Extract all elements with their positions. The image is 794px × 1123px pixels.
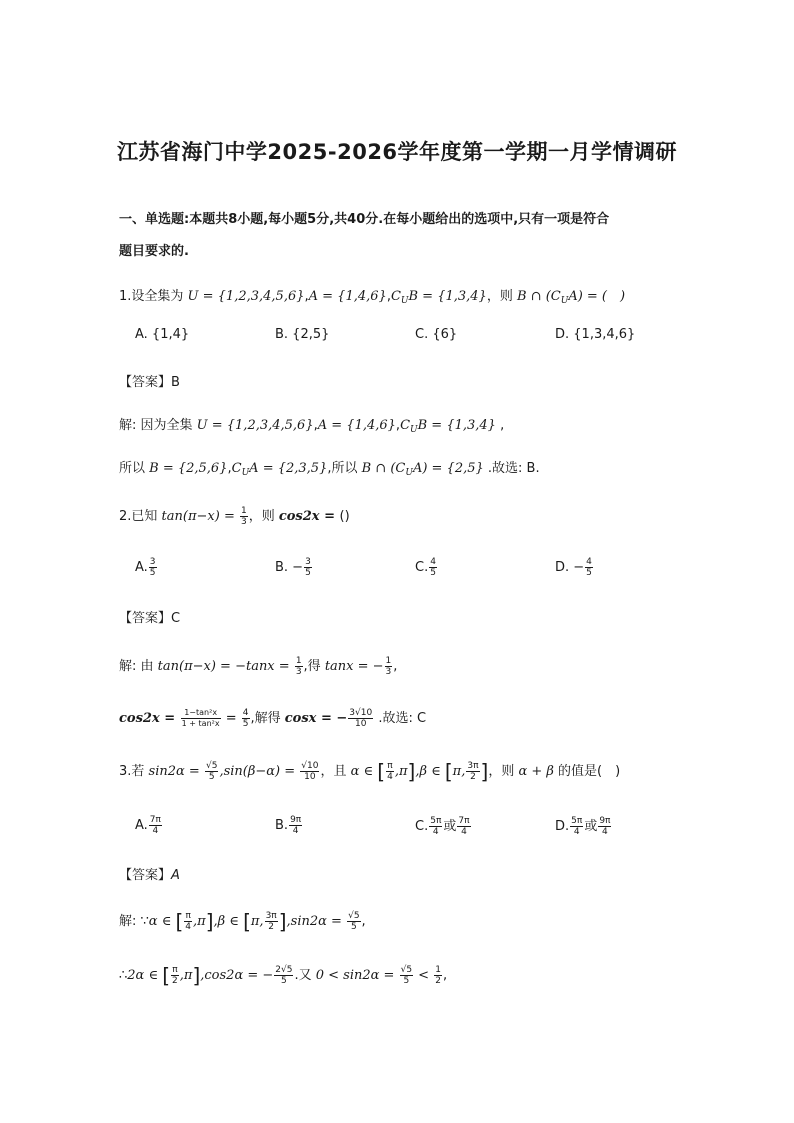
q2-stem-tan: tan(π−x) = <box>161 509 239 524</box>
q3-stem: 3.若 sin2α = $\frac{√5}{5}$ ,sin(β−α) = $\frac{√10}{10}$ ，且 α ∈ [ $\frac{\pi}{4}$ ,π],β ∈ [π, $\frac{3\pi}{2}$ ]，则 α + β 的值是( ) <box>119 759 621 784</box>
q3-stem-sin2a: sin2α = <box>148 764 204 779</box>
q3-option-c: C. $\frac{5\pi}{4}$ 或 $\frac{7\pi}{4}$ <box>415 816 470 837</box>
q3-option-a: A. $\frac{7\pi}{4}$ <box>135 815 161 836</box>
q1-answer <box>119 371 180 390</box>
q3-answer <box>119 864 180 883</box>
q2-sol2-eq: = <box>221 711 241 726</box>
q1-ask-tail: A) = ( ) <box>568 289 626 304</box>
q1-option-b: B. {2,5} <box>275 327 330 342</box>
q3-solution-line2: ∴2α ∈ [ $\frac{\pi}{2}$ ,π],cos2α = − $\frac{2√5}{5}$ .又 0 < sin2α = $\frac{√5}{5}$ < $\frac{1}{2}$ , <box>119 963 448 988</box>
q1-sol2-res: A) = {2,5} <box>412 461 484 476</box>
q1-option-c: C. {6} <box>415 327 458 342</box>
q1-option-d: D. {1,3,4,6} <box>555 327 636 342</box>
q2-answer-value: C <box>171 611 181 626</box>
q3-sol1-prefix: 解: ∵ <box>119 914 149 929</box>
q3-stem-a-in: α ∈ <box>350 764 378 779</box>
q3-stem-mid: ，且 <box>320 764 351 779</box>
q3-sol2-cos: ,cos2α = − <box>200 968 274 983</box>
q2-option-d: D. − $\frac{4}{5}$ <box>555 557 592 578</box>
q2-stem-end: () <box>339 509 350 524</box>
q1-stem: 1.设全集为 $U = \{1,2,3,4,5,6\},A = \{1,4,6\},C_UB = \{1,3,4\}$，则 B ∩ $(C_UA)$ = ( ) <box>119 289 626 306</box>
q2-option-c: C. $\frac{4}{5}$ <box>415 557 436 578</box>
q2-sol1-tan: tanx = − <box>324 659 384 674</box>
q3-sol2-mid: .又 <box>294 968 316 983</box>
q1-answer-label: 【答案】 <box>119 375 172 390</box>
q1-option-a: A. {1,4} <box>135 327 190 342</box>
q1-answer-value: B <box>171 375 180 390</box>
q1-set-u: U = {1,2,3,4,5,6} <box>187 289 305 304</box>
q3-option-b: B. $\frac{9\pi}{4}$ <box>275 815 302 836</box>
q3-stem-prefix: 3.若 <box>119 764 149 779</box>
q1-sol2-prefix: 所以 <box>119 461 150 476</box>
q2-sol1-prefix: 解: 由 <box>119 659 158 674</box>
q3-option-d: D. $\frac{5\pi}{4}$ 或 $\frac{9\pi}{4}$ <box>555 816 611 837</box>
q3-sol1-a: α ∈ <box>148 914 176 929</box>
q2-answer-label: 【答案】 <box>119 611 172 626</box>
q3-sol2-ineq: 0 < sin2α = <box>315 968 399 983</box>
q2-sol1-end: , <box>393 659 398 674</box>
q3-sol1-sin: ,sin2α = <box>286 914 347 929</box>
q1-set-a: A = {1,4,6} <box>308 289 387 304</box>
q3-solution-line1: 解: ∵α ∈ [ $\frac{\pi}{4}$ ,π],β ∈ [π, $\frac{3\pi}{2}$ ],sin2α = $\frac{√5}{5}$ , <box>119 909 366 934</box>
q3-stem-ask: ，则 <box>488 764 519 779</box>
q3-stem-sum: α + β <box>518 764 554 779</box>
q1-stem-prefix: 1.设全集为 <box>119 289 188 304</box>
q2-sol2-cos: cos2x = <box>119 711 180 726</box>
q2-sol2-mid: ,解得 <box>250 711 285 726</box>
q3-sol2-lt: < <box>414 968 434 983</box>
q3-answer-label: 【答案】 <box>119 868 172 883</box>
q2-stem-mid: ，则 <box>248 509 279 524</box>
q1-sol1-prefix: 解: 因为全集 <box>119 418 197 433</box>
q3-sol1-end: , <box>361 914 366 929</box>
q1-solution-line1: 解: 因为全集 $U = \{1,2,3,4,5,6\},A = \{1,4,6\},C_UB = \{1,3,4\}$ , <box>119 418 505 435</box>
q2-stem-cos: cos2x = <box>278 509 340 524</box>
q3-sol1-b: ,β ∈ <box>213 914 244 929</box>
q2-option-a: A. $\frac{3}{5}$ <box>135 557 156 578</box>
q2-sol2-cosx: cosx = − <box>284 711 348 726</box>
q1-sol2-mid: ,所以 <box>327 461 362 476</box>
q2-solution-line2: cos2x = $\frac{\text{1−tan²x}}{\text{1 + tan²x}}$ = $\frac{4}{5}$ ,解得 cosx = − $\frac{3√10}{10}$ .故选: C <box>119 708 427 729</box>
q1-set-cub: B = {1,3,4} <box>408 289 487 304</box>
q1-solution-line2: 所以 $B = \{2,5,6\},C_UA = \{2,3,5\}$,所以 B ∩ $(C_UA) = \{2,5\}$ .故选: B. <box>119 461 540 478</box>
q1-sol1-cub: B = {1,3,4} <box>417 418 496 433</box>
q2-stem-frac: $\frac{1}{3}$ <box>240 506 247 527</box>
q3-stem-end: 的值是( ) <box>553 764 621 779</box>
q2-stem <box>119 505 350 527</box>
q2-stem-prefix: 2.已知 <box>119 509 162 524</box>
q3-sol2-prefix: ∴ <box>119 968 128 983</box>
q3-sol2-2a: 2α ∈ <box>127 968 163 983</box>
q2-sol1-mid: ,得 <box>303 659 325 674</box>
q1-sol2-end: .故选: B. <box>483 461 540 476</box>
q1-sol1-a: A = {1,4,6} <box>317 418 396 433</box>
q2-sol2-end: .故选: C <box>374 711 427 726</box>
q1-sol2-expr: B ∩ (C <box>361 461 406 476</box>
q1-ask-prefix: ，则 <box>486 289 517 304</box>
q3-answer-value: A <box>171 868 180 883</box>
q1-sol2-b: B = {2,5,6} <box>149 461 228 476</box>
q1-sol2-cua: A = {2,3,5} <box>249 461 328 476</box>
section-heading-line2: 题目要求的. <box>119 244 189 259</box>
q2-option-b: B. − $\frac{3}{5}$ <box>275 557 311 578</box>
q2-sol1-expr: tan(π−x) = −tanx = <box>157 659 294 674</box>
q3-sol2-end: , <box>442 968 448 983</box>
section-heading-line1: 一、单选题:本题共8小题,每小题5分,共40分.在每小题给出的选项中,只有一项是符合 <box>119 212 610 227</box>
q1-ask-expr: B ∩ (C <box>516 289 561 304</box>
q1-sol1-tail: , <box>495 418 505 433</box>
q1-sol1-u: U = {1,2,3,4,5,6} <box>196 418 314 433</box>
q3-stem-sinba: ,sin(β−α) = <box>219 764 300 779</box>
q2-answer <box>119 607 180 626</box>
page-title: 江苏省海门中学2025-2026学年度第一学期一月学情调研 <box>116 140 678 164</box>
q3-stem-b-in: ,β ∈ <box>415 764 445 779</box>
q2-solution-line1: 解: 由 tan(π−x) = −tanx = $\frac{1}{3}$ ,得 tanx = − $\frac{1}{3}$ , <box>119 656 398 677</box>
